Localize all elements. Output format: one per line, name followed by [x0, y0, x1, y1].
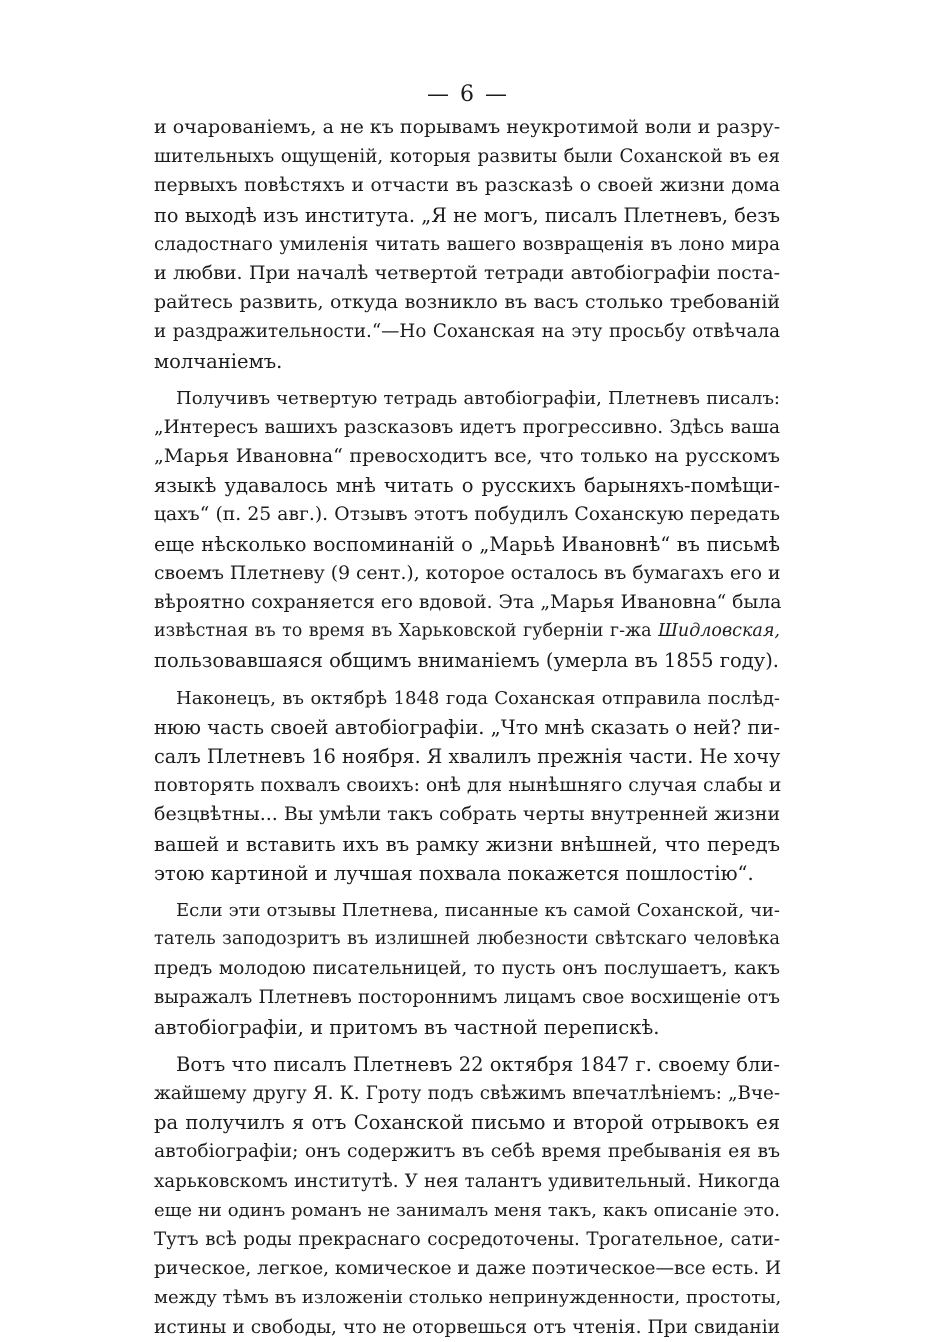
text-line: молчаніемъ.: [154, 349, 283, 373]
paragraph-5: [154, 1050, 780, 1342]
text-line: языкѣ удавалось мнѣ читать о русскихъ барыняхъ-помѣщи-: [154, 474, 780, 498]
body-text: [154, 113, 780, 1342]
paragraph-3: [154, 684, 780, 888]
text-line: безцвѣтны... Вы умѣли такъ собрать черты внутренней жизни: [154, 803, 781, 826]
text-line: предъ молодою писательницей, то пусть онъ послушаетъ, какъ: [154, 958, 780, 980]
paragraph-4: [154, 896, 780, 1042]
text-line: пользовавшаяся общимъ вниманіемъ (умерла въ 1855 году).: [154, 649, 779, 673]
text-line: Вотъ что писалъ Плетневъ 22 октября 1847 г. своему бли-: [176, 1052, 780, 1076]
text-line: рическое, легкое, комическое и даже поэтическое—все есть. И: [154, 1258, 782, 1280]
text-line: вѣроятно сохраняется его вдовой. Эта „Марья Ивановна“ была: [154, 592, 782, 613]
text-line: Получивъ четвертую тетрадь автобіографіи, Плетневъ писалъ:: [176, 387, 780, 409]
text-line: цахъ“ (п. 25 авг.). Отзывъ этотъ побудилъ Соханскую передать: [154, 504, 780, 526]
text-line: татель заподозритъ въ излишней любезности свѣтскаго человѣка: [154, 929, 780, 950]
text-line: сладостнаго умиленія читать вашего возвращенія въ лоно мира: [154, 233, 780, 255]
text-line: по выходѣ изъ института. „Я не могъ, писалъ Плетневъ, безъ: [154, 203, 780, 227]
text-line: жайшему другу Я. К. Гроту подъ свѣжимъ впечатлѣніемъ: „Вче-: [154, 1083, 780, 1104]
paragraph-1: [154, 113, 780, 376]
text-line: еще ни одинъ романъ не занималъ меня такъ, какъ описаніе это.: [154, 1199, 780, 1221]
text-line: этою картиной и лучшая похвала покажется пошлостію“.: [154, 861, 754, 885]
text-line: [154, 617, 780, 646]
text-line: и очарованіемъ, а не къ порывамъ неукротимой воли и разру-: [154, 116, 781, 138]
text-line: Если эти отзывы Плетнева, писанные къ самой Соханской, чи-: [176, 899, 780, 921]
text-line: между тѣмъ въ изложеніи столько непринужденности, простоты,: [154, 1287, 782, 1309]
text-line: шительныхъ ощущеній, которыя развиты были Соханской въ ея: [154, 146, 780, 168]
text-line: вашей и вставить ихъ въ рамку жизни внѣшней, что передъ: [154, 832, 780, 856]
text-line: райтесь развить, откуда возникло въ васъ столько требованій: [154, 291, 780, 314]
paragraph-2: [154, 384, 780, 676]
text-line: „Марья Ивановна“ превосходитъ все, что только на русскомъ: [154, 445, 780, 468]
text-line: еще нѣсколько воспоминаній о „Марьѣ Ивановнѣ“ въ письмѣ: [154, 532, 780, 556]
text-line-start: извѣстная въ то время въ Харьковской губерніи г-жа: [154, 621, 652, 642]
text-line: своемъ Плетневу (9 сент.), которое осталось въ бумагахъ его и: [154, 562, 781, 584]
text-line: харьковскомъ институтѣ. У нея талантъ удивительный. Никогда: [154, 1170, 780, 1192]
text-line: повторять похвалъ своихъ: онѣ для нынѣшняго случая слабы и: [154, 775, 782, 797]
text-line: салъ Плетневъ 16 ноября. Я хвалилъ прежнія части. Не хочу: [154, 744, 781, 768]
text-line: выражалъ Плетневъ постороннимъ лицамъ свое восхищеніе отъ: [154, 987, 780, 1009]
page-number: — 6 —: [427, 82, 509, 107]
text-line: автобіографіи; онъ содержитъ въ себѣ время пребыванія ея въ: [154, 1141, 780, 1163]
text-line: нюю часть своей автобіографіи. „Что мнѣ сказать о ней? пи-: [154, 715, 780, 739]
text-line: и раздражительности.“—Но Соханская на эту просьбу отвѣчала: [154, 321, 780, 343]
text-line: истины и свободы, что не оторвешься отъ чтенія. При свиданіи: [154, 1316, 780, 1338]
text-line: Наконецъ, въ октябрѣ 1848 года Соханская отправила послѣд-: [176, 687, 780, 709]
text-line: автобіографіи, и притомъ въ частной перепискѣ.: [154, 1015, 660, 1039]
text-line: Тутъ всѣ роды прекраснаго сосредоточены. Трогательное, сати-: [154, 1228, 780, 1250]
text-line: ра получилъ я отъ Соханской письмо и второй отрывокъ ея: [154, 1111, 780, 1135]
italic-name: Шидловская,: [657, 621, 780, 642]
text-line: первыхъ повѣстяхъ и отчасти въ разсказѣ о своей жизни дома: [154, 175, 780, 197]
text-line: „Интересъ вашихъ разсказовъ идетъ прогрессивно. Здѣсь ваша: [154, 416, 780, 438]
text-line: и любви. При началѣ четвертой тетради автобіографіи поста-: [154, 261, 780, 284]
